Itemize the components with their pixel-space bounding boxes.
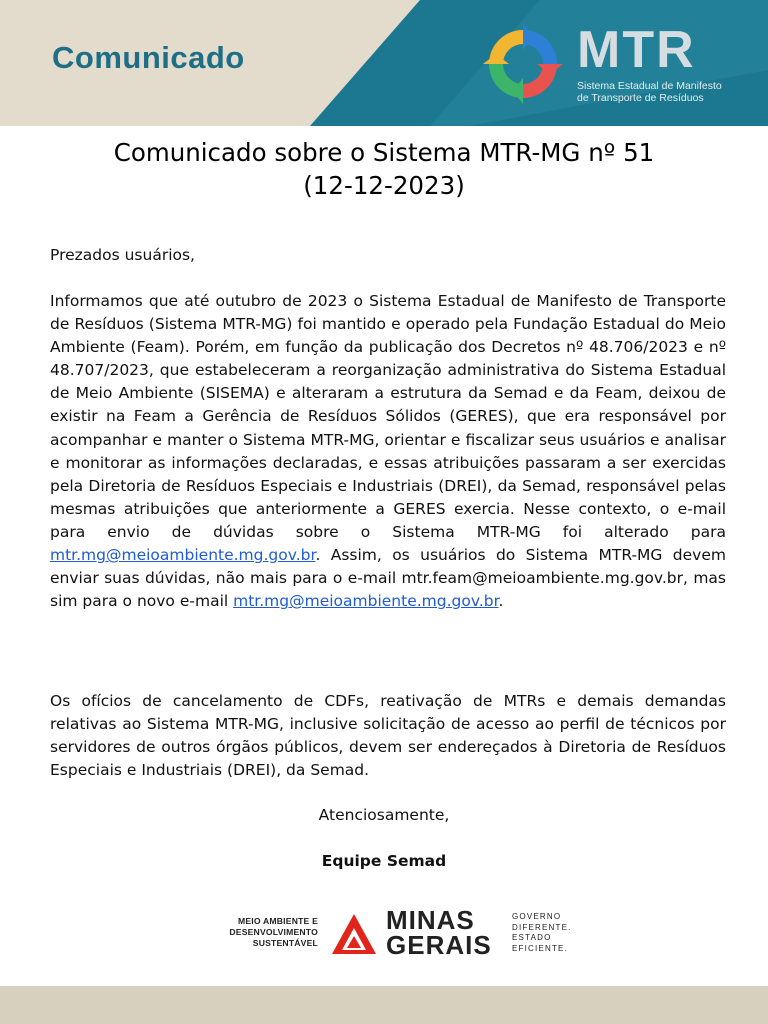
footer-org-name — [222, 916, 318, 949]
email-link-2[interactable]: mtr.mg@meioambiente.mg.gov.br — [233, 592, 499, 611]
footer-org-line-2: DESENVOLVIMENTO — [229, 927, 318, 937]
paragraph-1-text-c: . — [498, 592, 504, 611]
footer-state-line-1: MINAS — [386, 905, 475, 935]
footer-org-line-3: SUSTENTÁVEL — [252, 938, 318, 948]
greeting: Prezados usuários, — [50, 246, 195, 264]
footer-state-name — [386, 905, 492, 960]
logo-subtitle-2: de Transporte de Resíduos — [577, 92, 704, 104]
mtr-logo-text — [577, 21, 722, 104]
mtr-recycle-logo-icon — [481, 22, 565, 106]
footer-slogan-line-2: DIFERENTE. — [512, 922, 572, 932]
title-line-2: (12-12-2023) — [303, 171, 465, 200]
footer-org-line-1: MEIO AMBIENTE E — [237, 916, 318, 926]
header-label: Comunicado — [52, 40, 245, 75]
email-link-1[interactable]: mtr.mg@meioambiente.mg.gov.br — [50, 546, 316, 565]
minas-gerais-triangle-icon — [330, 912, 378, 956]
footer-slogan-line-3: ESTADO — [512, 933, 552, 942]
bottom-band — [0, 986, 768, 1024]
paragraph-1-text-a: Informamos que até outubro de 2023 o Sistema Estadual de Manifesto de Transporte de Resíduos (Sistema MTR-MG) foi mantido e operado pela Fundação Estadual do Meio Ambiente (Feam). Porém, em função da publicação dos Decretos nº 48.706/2023 e nº 48.707/2023, que estabeleceram a reorganização administrativa do Sistema Estadual de Meio Ambiente (SISEMA) e alteraram a estrutura da Semad e da Feam, deixou de existir na Feam a Gerência de Resíduos Sólidos (GERES), que era responsável por acompanhar e manter o Sistema MTR-MG, orientar e fiscalizar seus usuários e analisar e monitorar as informações declaradas, e essas atribuições passaram a ser exercidas pela Diretoria de Resíduos Especiais e Industriais (DREI), da Semad, responsável pelas mesmas atribuições que anteriormente a GERES exercia. Nesse contexto, o e-mail para envio de dúvidas sobre o Sistema MTR-MG foi alterado para — [50, 292, 726, 541]
title-line-1: Comunicado sobre o Sistema MTR-MG nº 51 — [113, 138, 655, 167]
closing: Atenciosamente, — [318, 806, 450, 824]
document-title — [0, 136, 768, 202]
paragraph-1-text-b: . Assim, os usuários do Sistema MTR-MG devem enviar suas dúvidas, não mais para o e-mail mtr.feam@meioambiente.mg.gov.br, mas sim para o novo e-mail — [50, 546, 726, 611]
logo-name: MTR — [577, 21, 696, 79]
header-banner — [0, 0, 768, 126]
logo-subtitle-1: Sistema Estadual de Manifesto — [577, 80, 722, 92]
footer-slogan-line-1: GOVERNO — [512, 912, 562, 921]
footer-slogan — [512, 912, 572, 954]
footer-slogan-line-4: EFICIENTE. — [512, 943, 569, 953]
footer-state-line-2: GERAIS — [386, 930, 492, 960]
signature: Equipe Semad — [321, 852, 447, 870]
paragraph-2: Os ofícios de cancelamento de CDFs, reativação de MTRs e demais demandas relativas ao Sistema MTR-MG, inclusive solicitação de acesso ao perfil de técnicos por servidores de outros órgãos públicos, devem ser endereçados à Diretoria de Resíduos Especiais e Industriais (DREI), da Semad. — [50, 692, 726, 780]
paragraph-1 — [50, 290, 726, 613]
